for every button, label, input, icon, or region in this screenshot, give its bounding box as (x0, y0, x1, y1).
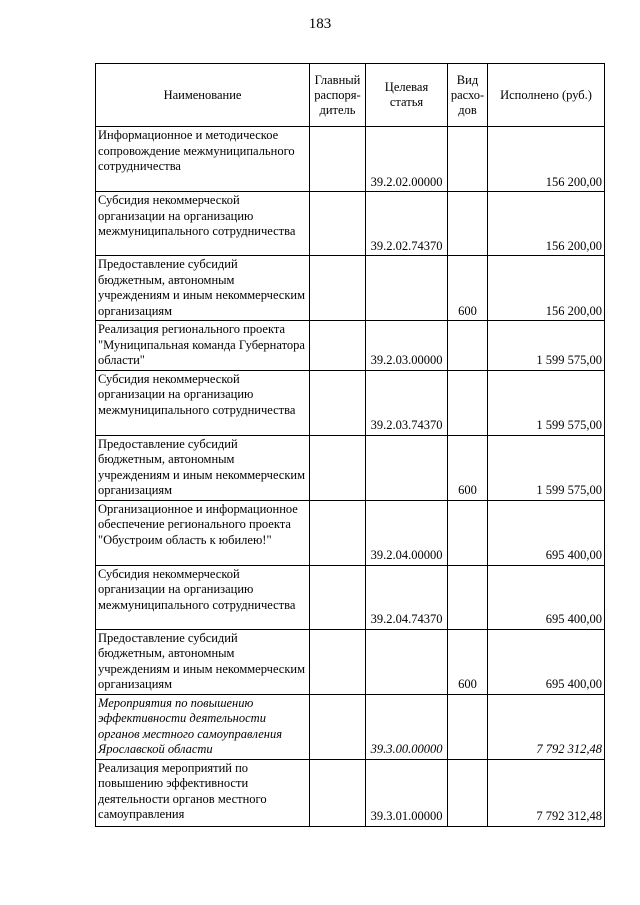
cell-expense-kind (448, 192, 488, 256)
cell-name: Субсидия некоммерческой организации на организацию межмуниципального сотрудничества (96, 370, 310, 435)
cell-manager (310, 127, 366, 192)
cell-name: Предоставление субсидий бюджетным, автономным учреждениям и иным некоммерческим организациям (96, 256, 310, 321)
table-row (96, 565, 605, 629)
cell-name: Предоставление субсидий бюджетным, автономным учреждениям и иным некоммерческим организациям (96, 435, 310, 500)
cell-executed-amount: 695 400,00 (488, 500, 605, 565)
header-executed-amount: Исполнено (руб.) (488, 64, 605, 127)
table-row (96, 321, 605, 371)
table-row (96, 192, 605, 256)
cell-target-article (366, 629, 448, 694)
cell-manager (310, 435, 366, 500)
table-body (96, 127, 605, 827)
cell-target-article: 39.3.00.00000 (366, 694, 448, 759)
cell-executed-amount: 1 599 575,00 (488, 321, 605, 371)
cell-expense-kind (448, 127, 488, 192)
cell-name: Мероприятия по повышению эффективности деятельности органов местного самоуправления Ярославской области (96, 694, 310, 759)
cell-executed-amount: 1 599 575,00 (488, 370, 605, 435)
cell-executed-amount: 695 400,00 (488, 629, 605, 694)
cell-target-article: 39.2.04.00000 (366, 500, 448, 565)
cell-target-article: 39.3.01.00000 (366, 759, 448, 826)
cell-manager (310, 629, 366, 694)
cell-expense-kind: 600 (448, 629, 488, 694)
cell-target-article: 39.2.04.74370 (366, 565, 448, 629)
page-number: 183 (308, 16, 332, 32)
table-row (96, 370, 605, 435)
table-row (96, 256, 605, 321)
cell-expense-kind (448, 565, 488, 629)
table-row (96, 629, 605, 694)
table-row (96, 127, 605, 192)
cell-expense-kind (448, 370, 488, 435)
cell-name: Информационное и методическое сопровождение межмуниципального сотрудничества (96, 127, 310, 192)
header-name: Наименование (96, 64, 310, 127)
cell-expense-kind (448, 500, 488, 565)
cell-expense-kind: 600 (448, 435, 488, 500)
cell-manager (310, 256, 366, 321)
cell-manager (310, 192, 366, 256)
cell-name: Субсидия некоммерческой организации на организацию межмуниципального сотрудничества (96, 192, 310, 256)
cell-target-article: 39.2.03.74370 (366, 370, 448, 435)
cell-manager (310, 321, 366, 371)
cell-executed-amount: 156 200,00 (488, 256, 605, 321)
cell-manager (310, 759, 366, 826)
cell-target-article: 39.2.03.00000 (366, 321, 448, 371)
table-row (96, 435, 605, 500)
cell-executed-amount: 1 599 575,00 (488, 435, 605, 500)
cell-expense-kind (448, 759, 488, 826)
cell-target-article: 39.2.02.00000 (366, 127, 448, 192)
cell-executed-amount: 156 200,00 (488, 127, 605, 192)
cell-name: Реализация регионального проекта "Муниципальная команда Губернатора области" (96, 321, 310, 371)
header-manager: Главный распоря-дитель (310, 64, 366, 127)
cell-target-article (366, 256, 448, 321)
header-expense-kind: Вид расхо-дов (448, 64, 488, 127)
table-row (96, 500, 605, 565)
cell-manager (310, 370, 366, 435)
cell-manager (310, 565, 366, 629)
cell-executed-amount: 695 400,00 (488, 565, 605, 629)
table-header-row (96, 64, 605, 127)
cell-executed-amount: 156 200,00 (488, 192, 605, 256)
cell-name: Предоставление субсидий бюджетным, автономным учреждениям и иным некоммерческим организациям (96, 629, 310, 694)
cell-expense-kind (448, 321, 488, 371)
cell-manager (310, 694, 366, 759)
budget-execution-table (95, 63, 605, 827)
cell-name: Реализация мероприятий по повышению эффективности деятельности органов местного самоуправления (96, 759, 310, 826)
cell-manager (310, 500, 366, 565)
cell-executed-amount: 7 792 312,48 (488, 759, 605, 826)
table-row (96, 694, 605, 759)
table-row (96, 759, 605, 826)
cell-expense-kind: 600 (448, 256, 488, 321)
cell-executed-amount: 7 792 312,48 (488, 694, 605, 759)
cell-name: Субсидия некоммерческой организации на организацию межмуниципального сотрудничества (96, 565, 310, 629)
cell-expense-kind (448, 694, 488, 759)
cell-name: Организационное и информационное обеспечение регионального проекта "Обустроим область к юбилею!" (96, 500, 310, 565)
cell-target-article: 39.2.02.74370 (366, 192, 448, 256)
header-target-article: Целевая статья (366, 64, 448, 127)
cell-target-article (366, 435, 448, 500)
